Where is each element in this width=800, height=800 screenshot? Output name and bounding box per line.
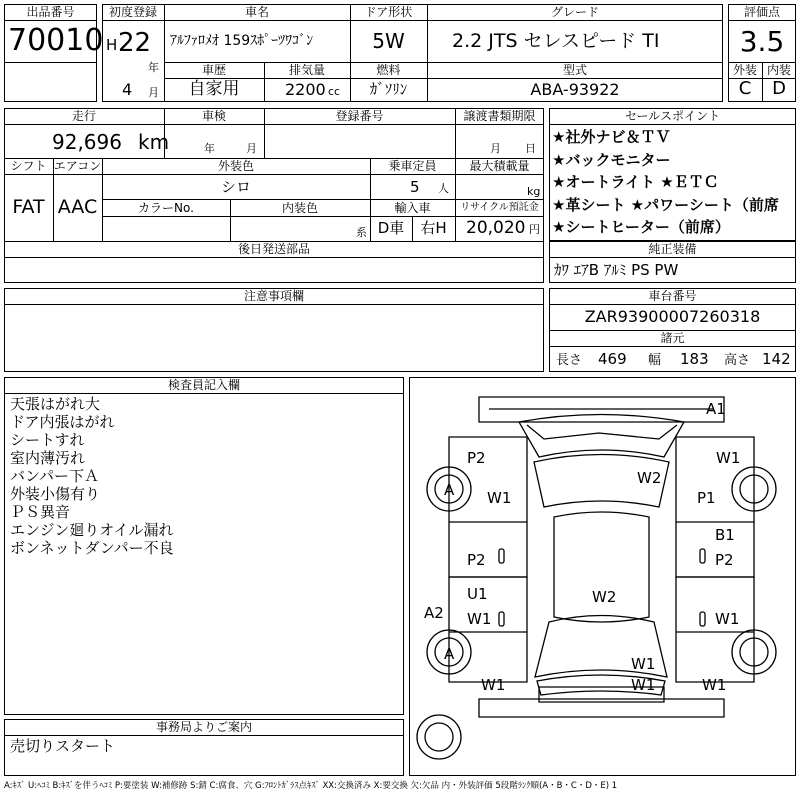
mark-19: W1	[631, 676, 656, 694]
score-label: 評価点	[743, 5, 780, 19]
notes-label: 注意事項欄	[243, 289, 304, 303]
reg-month: 4	[122, 80, 133, 99]
shift: FAT	[12, 196, 45, 218]
int-color-label: 内装色	[281, 201, 318, 215]
mark-6: W2	[637, 469, 662, 487]
first-reg-label: 初度登録	[108, 5, 157, 19]
dims-label: 諸元	[660, 331, 685, 345]
ext-color: シロ	[220, 178, 251, 196]
height-label: 高さ	[724, 353, 751, 368]
length-label: 長さ	[556, 353, 583, 368]
ext-grade: C	[738, 78, 752, 99]
selling-point-3: ★オートライト ★ＥＴＣ	[552, 173, 719, 191]
mark-18: W1	[481, 676, 506, 694]
int-grade-label: 内装	[766, 63, 791, 77]
ext-grade-label: 外装	[732, 63, 757, 77]
capacity-unit: 人	[438, 182, 449, 195]
year-unit: 年	[148, 61, 159, 74]
car-diagram	[409, 377, 796, 776]
mark-11: U1	[467, 585, 488, 603]
selling-point-2: ★バックモニター	[552, 151, 671, 169]
inspector-label: 検査員記入欄	[167, 378, 240, 392]
import-label: 輸入車	[394, 201, 431, 215]
int-color-suffix: 系	[356, 226, 367, 239]
height-value: 142	[762, 350, 791, 368]
mark-17: W1	[631, 655, 656, 673]
inspector-note-4: 室内薄汚れ	[10, 449, 86, 467]
mileage-label: 走行	[71, 109, 96, 123]
inspection-month-unit: 月	[246, 142, 257, 155]
history-label: 車歴	[201, 63, 226, 77]
history: 自家用	[188, 79, 240, 99]
int-grade: D	[772, 78, 786, 99]
month-unit: 月	[148, 86, 159, 99]
mark-2: P2	[467, 449, 486, 467]
equipment-label: 純正装備	[648, 242, 697, 256]
car-name: ｱﾙﾌｧﾛﾒｵ 159ｽﾎﾟｰﾂﾜｺﾞﾝ	[170, 33, 314, 49]
mark-7: P1	[697, 489, 716, 507]
transfer-month-unit: 月	[490, 142, 501, 155]
width-value: 183	[680, 350, 709, 368]
inspector-note-3: シートすれ	[10, 431, 85, 449]
later-parts-label: 後日発送部品	[237, 242, 310, 256]
drive-type: D車	[377, 219, 405, 237]
mark-13: W1	[467, 610, 492, 628]
equipment: ｶﾜ ｴｱB ｱﾙﾐ PS PW	[554, 261, 679, 279]
mark-20: W1	[702, 676, 727, 694]
lot-number: 70010	[8, 23, 104, 58]
mark-8: B1	[715, 526, 735, 544]
ac-label: エアコン	[53, 159, 102, 173]
displacement-label: 排気量	[288, 63, 325, 77]
mileage-unit: km	[138, 130, 170, 154]
recycle-fee: 20,020	[466, 218, 526, 238]
mileage: 92,696	[52, 130, 122, 154]
air-conditioner: AAC	[57, 196, 98, 218]
fuel-label: 燃料	[376, 63, 401, 77]
registration-label: 登録番号	[335, 109, 384, 123]
inspector-note-2: ドア内張はがれ	[10, 413, 115, 431]
color-no-label: カラーNo.	[138, 201, 194, 215]
mark-5: W1	[487, 489, 512, 507]
door-type: 5W	[372, 29, 405, 53]
inspection-label: 車検	[201, 109, 226, 123]
fuel: ｶﾞｿﾘﾝ	[369, 80, 408, 98]
mark-14: W1	[715, 610, 740, 628]
car-name-label: 車名	[244, 5, 269, 19]
max-load-unit: kg	[527, 185, 541, 198]
inspector-note-5: バンパー下Ａ	[10, 467, 99, 485]
score: 3.5	[739, 25, 785, 58]
mark-4: A	[444, 481, 455, 499]
max-load-label: 最大積載量	[469, 159, 530, 173]
mark-3: W1	[716, 449, 741, 467]
door-label: ドア形状	[364, 5, 413, 19]
model-label: 型式	[562, 63, 587, 77]
capacity-label: 乗車定員	[388, 159, 437, 173]
damage-legend: A:ｷｽﾞ U:ﾍｺﾐ B:ｷｽﾞを伴うﾍｺﾐ P:要塗装 W:補修跡 S:錆 C:腐食、穴 G:ﾌﾛﾝﾄｶﾞﾗｽ点ｷｽﾞ XX:交換済み X:要交換 欠:欠品 内・外装評価 5段階ﾗﾝｸ順(A・B・C・D・E) 1	[4, 781, 618, 791]
lot-label: 出品番号	[26, 5, 75, 19]
selling-point-4: ★革シート ★パワーシート（前席	[552, 196, 779, 214]
mark-1: A1	[706, 400, 726, 418]
mark-15: A2	[424, 604, 444, 622]
transfer-docs-label: 譲渡書類期限	[463, 109, 536, 123]
inspector-note-1: 天張はがれ大	[10, 395, 101, 413]
selling-points-label: セールスポイント	[625, 109, 720, 123]
mark-16: A	[444, 645, 455, 663]
model-code: ABA-93922	[530, 80, 620, 99]
displacement: 2200	[285, 80, 326, 99]
chassis-number: ZAR93900007260318	[584, 307, 761, 326]
chassis-label: 車台番号	[648, 289, 697, 303]
mark-12: W2	[592, 588, 617, 606]
reg-year: 22	[118, 28, 152, 58]
selling-point-5: ★シートヒーター（前席）	[552, 218, 730, 236]
width-label: 幅	[648, 353, 662, 368]
length-value: 469	[598, 350, 627, 368]
selling-point-1: ★社外ナビ＆ＴＶ	[552, 128, 671, 146]
grade-label: グレード	[550, 5, 599, 19]
inspector-note-7: ＰＳ異音	[10, 503, 71, 521]
recycle-unit: 円	[529, 223, 540, 236]
mark-9: P2	[715, 551, 734, 569]
inspector-note-6: 外装小傷有り	[10, 485, 101, 503]
shift-label: シフト	[10, 159, 47, 173]
inspector-note-8: エンジン廻りオイル漏れ	[10, 521, 174, 539]
ext-color-label: 外装色	[217, 159, 254, 173]
handle-side: 右H	[420, 219, 447, 237]
capacity: 5	[410, 178, 420, 196]
mark-10: P2	[467, 551, 486, 569]
office-label: 事務局よりご案内	[155, 720, 252, 734]
recycle-label: リサイクル預託金	[460, 202, 539, 213]
era: H	[106, 36, 118, 54]
grade: 2.2 JTS セレスピード TI	[452, 30, 660, 52]
displacement-unit: cc	[328, 85, 341, 98]
inspection-year-unit: 年	[204, 142, 215, 155]
inspector-note-9: ボンネットダンパー不良	[10, 539, 174, 557]
office-note: 売切りスタート	[10, 737, 116, 755]
transfer-day-unit: 日	[525, 142, 536, 155]
